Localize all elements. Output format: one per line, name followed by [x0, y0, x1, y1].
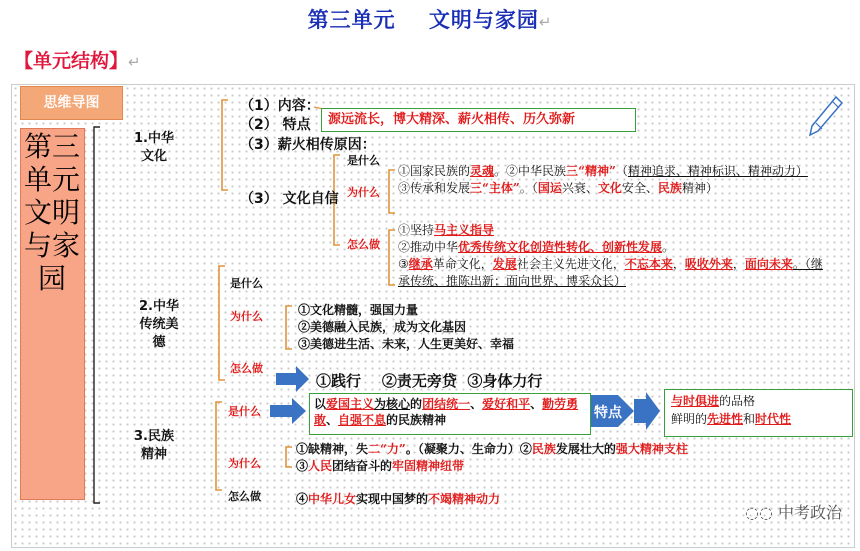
culture-item-feature: （2） 特点	[240, 117, 311, 133]
text-run: 。②中华民族	[494, 164, 567, 178]
text-run: 。（	[519, 181, 538, 195]
text-run: 爱好和平	[482, 397, 531, 411]
text-run: ①坚持	[398, 223, 435, 237]
text-run: ③传承和发展	[398, 181, 471, 195]
section-virtue: 2.中华 传统美 德	[139, 299, 179, 350]
text-run: 牢固精神纽带	[392, 459, 465, 473]
culture-how-line-2	[398, 239, 828, 256]
culture-why-text	[398, 163, 808, 197]
text-run: 精神追求、精神标识、精神动力）	[627, 164, 808, 178]
text-run: 与时俱进	[671, 394, 720, 408]
text-run: 、	[326, 413, 339, 427]
text-run: 的品格	[719, 394, 756, 408]
text-run: 国运	[537, 181, 562, 195]
text-run: 中华儿女	[308, 492, 357, 506]
text-run: 鲜明的	[671, 412, 708, 426]
text-run: 自强不息	[338, 413, 387, 427]
mind-map-label: 思维导图	[20, 86, 123, 120]
arrow-virtue-how	[276, 366, 309, 392]
text-run: “主体”	[482, 181, 520, 195]
section-spirit: 3.民族 精神	[134, 429, 174, 462]
spirit-how-label: 怎么做	[228, 490, 261, 503]
text-run: 人民	[308, 459, 333, 473]
text-run: 社会主义先进文化，	[516, 257, 625, 271]
spirit-why-text	[296, 441, 696, 475]
culture-feature-text: 源远流长，博大精深、薪火相传、历久弥新	[328, 112, 576, 127]
text-run: （	[615, 164, 628, 178]
text-run: 团结奋斗的	[332, 459, 393, 473]
text-run: 的民族精神	[386, 413, 447, 427]
text-run: 革命文化，	[432, 257, 493, 271]
text-run: 实现中国梦的	[356, 492, 429, 506]
culture-how-label: 怎么做	[347, 238, 380, 251]
virtue-why-line-3: ③美德进生活、未来，人生更美好、幸福	[298, 337, 515, 351]
text-run: 二“力”	[368, 442, 406, 456]
text-run: 马主义指导	[434, 223, 495, 237]
text-run: 安全、	[621, 181, 658, 195]
text-run: 、	[530, 397, 543, 411]
text-run: 。（继承传统、推陈出新；面向世界、博采众长）	[398, 257, 823, 288]
virtue-how-text: ①践行 ②责无旁贷 ③身体力行	[316, 372, 543, 390]
text-run: 勤劳勇敢	[314, 397, 579, 427]
spirit-feature-box	[664, 389, 853, 437]
spirit-what-label: 是什么	[228, 405, 261, 418]
text-run: 兴衰、	[561, 181, 598, 195]
text-run: ，	[672, 257, 685, 271]
virtue-why-label: 为什么	[230, 310, 263, 323]
text-run: 时代性	[755, 412, 792, 426]
text-run: 精神）	[681, 181, 718, 195]
text-run: 的	[410, 397, 423, 411]
text-run: 优秀传统文化创造性转化、创新性发展	[458, 240, 663, 254]
text-run: “精神”	[578, 164, 616, 178]
unit-title: 第三单元 文明与家园	[23, 130, 80, 295]
virtue-how-label: 怎么做	[230, 362, 263, 375]
text-run: 民族	[657, 181, 682, 195]
structure-heading: 【单元结构】↵	[14, 50, 141, 72]
text-run: 灵魂	[470, 164, 495, 178]
text-run: 发展	[492, 257, 517, 271]
text-run: 先进性	[707, 412, 744, 426]
text-run: ①国家民族的	[398, 164, 471, 178]
culture-item-reason: （3）薪火相传原因：	[240, 137, 376, 153]
text-run: 为核心	[374, 397, 411, 411]
text-run: 文化	[597, 181, 622, 195]
text-run: ①缺精神，失	[296, 442, 369, 456]
text-run: ，	[732, 257, 745, 271]
text-run: ③	[398, 257, 409, 271]
watermark: ◌◌ 中考政治	[745, 503, 843, 522]
culture-why-label: 为什么	[347, 186, 380, 199]
text-run: 三	[470, 181, 483, 195]
text-run: 。	[662, 240, 675, 254]
text-run: 发展壮大的	[555, 442, 616, 456]
text-run: 、	[470, 397, 483, 411]
text-run: 和	[743, 412, 756, 426]
text-run: 民族	[531, 442, 556, 456]
culture-how-text	[398, 222, 828, 290]
text-run: 爱国主义	[326, 397, 375, 411]
text-run: 继承	[408, 257, 433, 271]
text-run: ③	[296, 459, 309, 473]
page-title: 第三单元 文明与家园↵	[307, 8, 553, 32]
spirit-what-box	[309, 393, 591, 435]
text-run: 不竭精神动力	[428, 492, 501, 506]
spirit-feature-label: 特点	[594, 405, 622, 421]
text-run: 以	[314, 397, 327, 411]
virtue-why-line-1: ①文化精髓，强国力量	[298, 303, 419, 317]
text-run: 三	[566, 164, 579, 178]
text-run: 。（凝聚力、生命力）②	[405, 442, 532, 456]
virtue-why-list	[298, 302, 514, 353]
culture-feature-box	[321, 108, 636, 132]
spirit-feature-text	[671, 392, 846, 428]
spirit-how-text	[296, 491, 696, 508]
spirit-why-label: 为什么	[228, 457, 261, 470]
culture-how-line-3	[398, 256, 828, 290]
culture-how-line-1	[398, 222, 828, 239]
text-run: 面向未来	[744, 257, 793, 271]
virtue-what-label: 是什么	[230, 277, 263, 290]
text-run: ④	[296, 492, 309, 506]
section-culture: 1.中华 文化	[134, 131, 174, 164]
wechat-icon: ◌◌	[745, 503, 779, 522]
pencil-icon	[810, 97, 842, 135]
text-run: 不忘本来	[624, 257, 673, 271]
arrow-spirit-what	[270, 398, 306, 424]
text-run: 强大精神支柱	[615, 442, 688, 456]
text-run: ②推动中华	[398, 240, 459, 254]
culture-item-content: （1）内容：	[240, 98, 320, 114]
culture-item-confidence: （3） 文化自信	[240, 191, 339, 207]
virtue-why-line-2: ②美德融入民族，成为文化基因	[298, 320, 467, 334]
culture-what-label: 是什么	[347, 154, 380, 167]
text-run: 团结统一	[422, 397, 471, 411]
text-run: 吸收外来	[684, 257, 733, 271]
spirit-what-text	[314, 396, 586, 428]
